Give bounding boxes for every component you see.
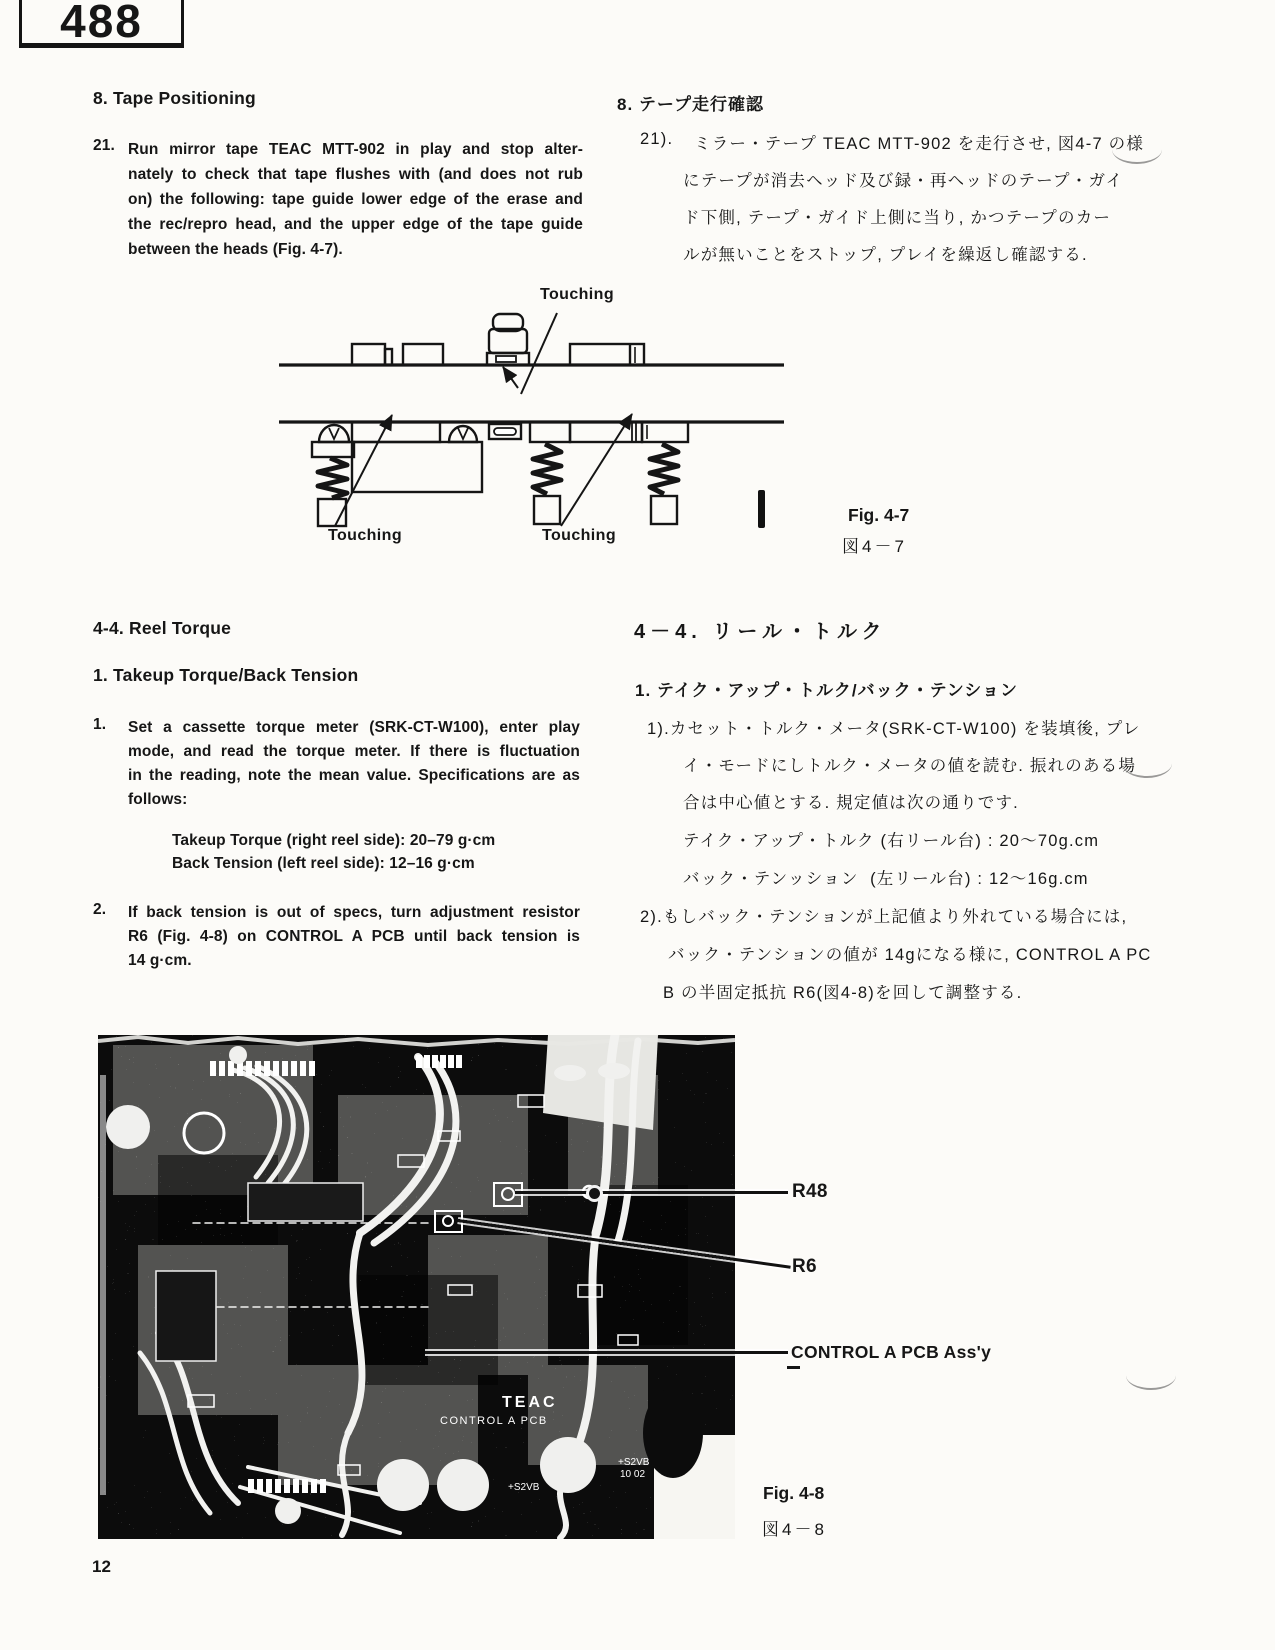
leader-line-pcb xyxy=(425,1351,788,1354)
text-line: If back tension is out of specs, turn adjustment resistor xyxy=(128,904,580,921)
text-line-jp: バック・テンションの値が 14gになる様に, CONTROL A PC xyxy=(668,946,1152,964)
heading-takeup-torque: 1. Takeup Torque/Back Tension xyxy=(93,665,359,685)
callout-control-a-pcb: CONTROL A PCB Ass'y xyxy=(791,1342,992,1362)
paragraph-adjustment xyxy=(128,901,580,973)
callout-r6: R6 xyxy=(792,1256,817,1277)
text-line-jp: 1).カセット・トルク・メータ(SRK-CT-W100) を装填後, プレ xyxy=(647,720,1141,738)
fig48-caption-jp: 図4－8 xyxy=(762,1520,827,1539)
fig48-caption-en: Fig. 4-8 xyxy=(763,1483,825,1503)
fig47-caption-en: Fig. 4-7 xyxy=(848,505,910,525)
silkscreen-board-name: CONTROL A PCB xyxy=(440,1415,548,1427)
item-number: 21. xyxy=(93,137,115,154)
text-line-jp: 2).もしバック・テンションが上記値より外れている場合には, xyxy=(640,908,1128,926)
silkscreen-marking: +S2VB xyxy=(618,1457,650,1468)
paragraph-21 xyxy=(128,137,583,262)
item-number-jp: 21). xyxy=(640,130,674,148)
text-line-jp: B の半固定抵抗 R6(図4-8)を回して調整する. xyxy=(663,984,1023,1002)
heading-takeup-torque-jp: 1. テイク・アップ・トルク/バック・テンション xyxy=(635,681,1018,700)
silkscreen-marking: +S2VB xyxy=(508,1482,540,1493)
item-number: 1. xyxy=(93,716,107,733)
text-line-jp: ド下側, テープ・ガイド上側に当り, かつテープのカー xyxy=(683,209,1112,227)
text-line-jp: ミラー・テープ TEAC MTT-902 を走行させ, 図4-7 の様 xyxy=(694,135,1145,153)
spec-back-tension: Back Tension (left reel side): 12–16 g·cm xyxy=(172,855,475,872)
text-line-jp: にテープが消去ヘッド及び録・再ヘッドのテープ・ガイ xyxy=(683,172,1124,190)
text-line: on) the following: tape guide lower edge of the erase and xyxy=(128,191,583,208)
heading-tape-positioning: 8. Tape Positioning xyxy=(93,88,256,108)
text-line-jp: 合は中心値とする. 規定値は次の通りです. xyxy=(683,794,1019,812)
text-line: R6 (Fig. 4-8) on CONTROL A PCB until back tension is xyxy=(128,928,580,945)
text-line-jp: イ・モードにしトルク・メータの値を読む. 振れのある場 xyxy=(683,757,1137,775)
label-touching-left: Touching xyxy=(328,527,402,544)
text-line: nately to check that tape flushes with (and does not rub xyxy=(128,166,583,183)
page-number: 12 xyxy=(92,1557,111,1576)
item-number: 2. xyxy=(93,901,107,918)
underline-mark xyxy=(787,1366,800,1369)
text-line: Set a cassette torque meter (SRK-CT-W100), enter play xyxy=(128,719,580,736)
text-line: mode, and read the torque meter. If there is fluctuation xyxy=(128,743,580,760)
text-line: in the reading, note the mean value. Specifications are as xyxy=(128,767,580,784)
scan-curl-mark xyxy=(1126,1374,1176,1390)
text-line: Run mirror tape TEAC MTT-902 in play and stop alter- xyxy=(128,141,583,158)
model-number: 488 xyxy=(60,0,143,48)
text-line: 14 g·cm. xyxy=(128,952,192,969)
paragraph-torque-meter xyxy=(128,716,580,812)
text-line: between the heads (Fig. 4-7). xyxy=(128,241,343,258)
text-line-jp: ルが無いことをストップ, プレイを繰返し確認する. xyxy=(683,246,1088,264)
head-alignment-diagram xyxy=(272,268,912,568)
leader-line-r48 xyxy=(515,1191,788,1194)
model-number-badge xyxy=(19,0,184,48)
label-touching-mid: Touching xyxy=(542,527,616,544)
fig47-caption-jp: 図4－7 xyxy=(842,537,907,556)
scan-artifact xyxy=(758,490,765,528)
leader-ring xyxy=(586,1185,603,1202)
control-a-pcb-photo xyxy=(98,1035,735,1539)
scan-curl-mark xyxy=(1112,148,1162,164)
spec-takeup-torque: Takeup Torque (right reel side): 20–79 g·cm xyxy=(172,832,496,849)
heading-tape-positioning-jp: 8. テープ走行確認 xyxy=(617,95,765,114)
text-line: the rec/repro head, and the upper edge of the tape guide xyxy=(128,216,583,233)
silkscreen-brand: TEAC xyxy=(502,1394,558,1411)
label-touching-top: Touching xyxy=(540,286,614,303)
silkscreen-lot: 10 02 xyxy=(620,1469,646,1480)
text-line: follows: xyxy=(128,791,188,808)
spec-back-tension-jp: バック・テンッション (左リール台) : 12〜16g.cm xyxy=(683,870,1089,888)
heading-reel-torque-jp: 4－4. リール・トルク xyxy=(634,621,887,643)
spec-takeup-torque-jp: テイク・アップ・トルク (右リール台) : 20〜70g.cm xyxy=(683,832,1100,850)
heading-reel-torque: 4-4. Reel Torque xyxy=(93,618,232,638)
callout-r48: R48 xyxy=(792,1181,828,1202)
